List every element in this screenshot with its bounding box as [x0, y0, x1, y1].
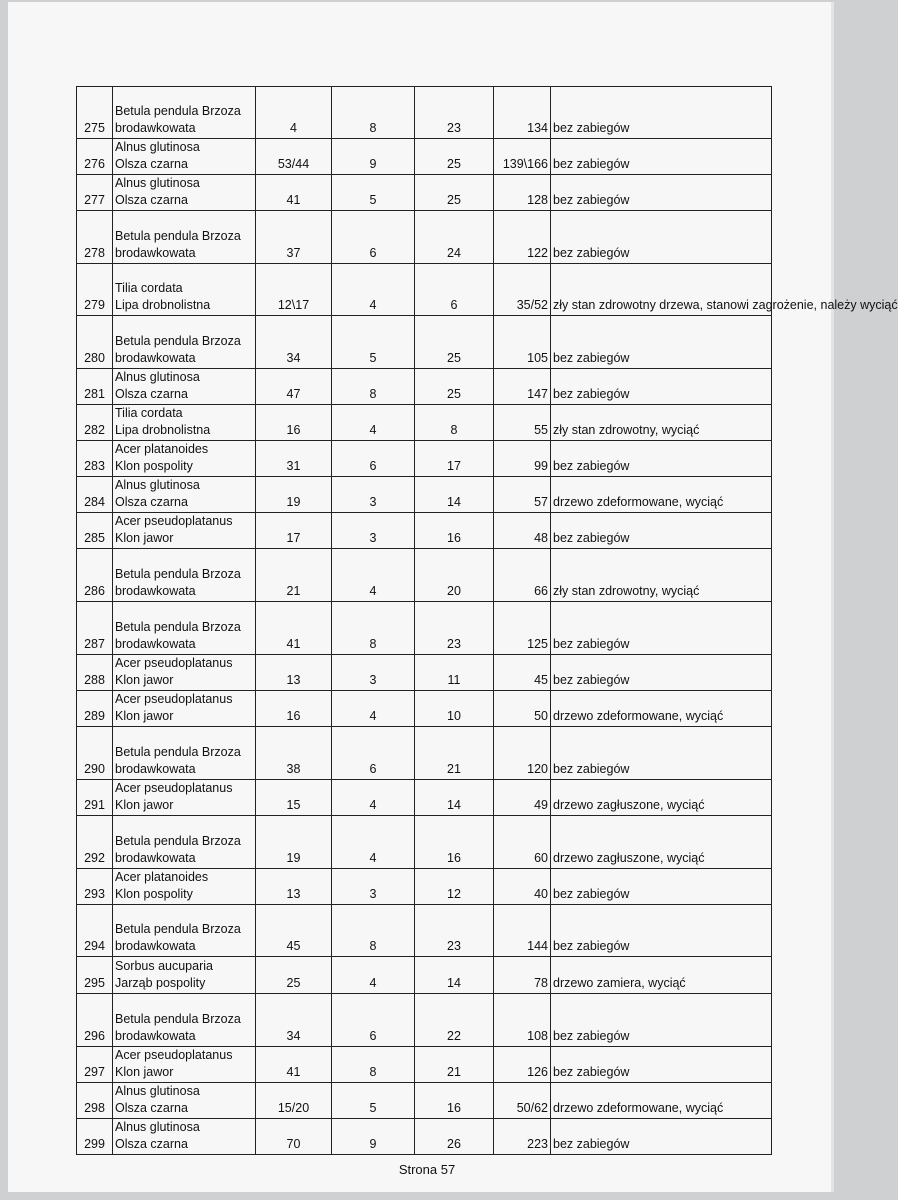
- tree-number-cell: 279: [77, 264, 113, 316]
- trunk-value-cell: 47: [256, 369, 332, 405]
- species-latin-name: Betula pendula Brzoza: [115, 1012, 241, 1026]
- species-cell: [113, 211, 256, 264]
- recommendation-cell: zły stan zdrowotny drzewa, stanowi zagrożenie, należy wyciąć: [551, 264, 772, 316]
- tree-number-cell: 296: [77, 994, 113, 1047]
- tree-number-cell: 277: [77, 175, 113, 211]
- circumference-value-cell: 139\166: [494, 139, 551, 175]
- tree-number-cell: 275: [77, 87, 113, 139]
- species-cell: [113, 905, 256, 957]
- trunk-value-cell: 19: [256, 816, 332, 869]
- height-value-cell: 5: [332, 316, 415, 369]
- table-body: [77, 87, 898, 1155]
- tree-number-cell: 290: [77, 727, 113, 780]
- circumference-value-cell: 122: [494, 211, 551, 264]
- circumference-value-cell: 125: [494, 602, 551, 655]
- species-latin-name: Betula pendula Brzoza: [115, 745, 241, 759]
- height-value-cell: 3: [332, 477, 415, 513]
- species-polish-name: Klon jawor: [115, 798, 174, 812]
- species-latin-name: Acer pseudoplatanus: [115, 1048, 233, 1062]
- height-value-cell: 8: [332, 87, 415, 139]
- species-polish-name: Lipa drobnolistna: [115, 298, 211, 312]
- circumference-value-cell: 40: [494, 869, 551, 905]
- crown-value-cell: 25: [415, 175, 494, 211]
- table-row: [77, 957, 772, 994]
- tree-number-cell: 283: [77, 441, 113, 477]
- height-value-cell: 5: [332, 1083, 415, 1119]
- crown-value-cell: 21: [415, 1047, 494, 1083]
- height-value-cell: 4: [332, 549, 415, 602]
- table-row: [77, 405, 772, 441]
- species-polish-name: Klon jawor: [115, 531, 174, 545]
- tree-number-cell: 284: [77, 477, 113, 513]
- table-row: [77, 513, 772, 549]
- trunk-value-cell: 53/44: [256, 139, 332, 175]
- tree-number-cell: 286: [77, 549, 113, 602]
- height-value-cell: 8: [332, 602, 415, 655]
- species-polish-name: Klon pospolity: [115, 887, 193, 901]
- circumference-value-cell: 45: [494, 655, 551, 691]
- species-cell: [113, 869, 256, 905]
- recommendation-cell: drzewo zamiera, wyciąć: [551, 957, 772, 994]
- trunk-value-cell: 31: [256, 441, 332, 477]
- crown-value-cell: 14: [415, 957, 494, 994]
- table-row: [77, 1083, 772, 1119]
- table-row: [77, 369, 772, 405]
- crown-value-cell: 16: [415, 1083, 494, 1119]
- species-cell: [113, 1083, 256, 1119]
- species-cell: [113, 316, 256, 369]
- table-row: [77, 869, 772, 905]
- crown-value-cell: 14: [415, 477, 494, 513]
- recommendation-cell: bez zabiegów: [551, 1119, 772, 1155]
- trunk-value-cell: 17: [256, 513, 332, 549]
- species-latin-name: Sorbus aucuparia: [115, 959, 213, 973]
- circumference-value-cell: 50/62: [494, 1083, 551, 1119]
- trunk-value-cell: 15/20: [256, 1083, 332, 1119]
- table-row: [77, 994, 772, 1047]
- height-value-cell: 8: [332, 1047, 415, 1083]
- species-polish-name: Klon jawor: [115, 709, 174, 723]
- crown-value-cell: 14: [415, 780, 494, 816]
- trunk-value-cell: 41: [256, 602, 332, 655]
- trunk-value-cell: 21: [256, 549, 332, 602]
- recommendation-cell: bez zabiegów: [551, 905, 772, 957]
- recommendation-cell: bez zabiegów: [551, 139, 772, 175]
- crown-value-cell: 23: [415, 905, 494, 957]
- table-row: [77, 1119, 772, 1155]
- crown-value-cell: 8: [415, 405, 494, 441]
- trunk-value-cell: 34: [256, 316, 332, 369]
- table-row: [77, 477, 772, 513]
- crown-value-cell: 11: [415, 655, 494, 691]
- species-polish-name: brodawkowata: [115, 121, 196, 135]
- tree-number-cell: 280: [77, 316, 113, 369]
- recommendation-cell: bez zabiegów: [551, 87, 772, 139]
- tree-number-cell: 287: [77, 602, 113, 655]
- tree-number-cell: 297: [77, 1047, 113, 1083]
- trunk-value-cell: 37: [256, 211, 332, 264]
- height-value-cell: 4: [332, 405, 415, 441]
- tree-inventory-table: [76, 86, 898, 1155]
- tree-number-cell: 295: [77, 957, 113, 994]
- tree-number-cell: 281: [77, 369, 113, 405]
- table-row: [77, 1047, 772, 1083]
- tree-number-cell: 276: [77, 139, 113, 175]
- trunk-value-cell: 41: [256, 175, 332, 211]
- circumference-value-cell: 108: [494, 994, 551, 1047]
- document-page: [8, 2, 898, 1192]
- species-polish-name: Lipa drobnolistna: [115, 423, 211, 437]
- species-polish-name: Olsza czarna: [115, 1101, 188, 1115]
- table-row: [77, 139, 772, 175]
- tree-number-cell: 293: [77, 869, 113, 905]
- species-polish-name: Klon jawor: [115, 673, 174, 687]
- species-cell: [113, 994, 256, 1047]
- recommendation-cell: bez zabiegów: [551, 513, 772, 549]
- species-latin-name: Acer platanoides: [115, 870, 209, 884]
- height-value-cell: 3: [332, 655, 415, 691]
- circumference-value-cell: 48: [494, 513, 551, 549]
- species-latin-name: Betula pendula Brzoza: [115, 334, 241, 348]
- table-row: [77, 316, 772, 369]
- trunk-value-cell: 16: [256, 405, 332, 441]
- species-latin-name: Betula pendula Brzoza: [115, 834, 241, 848]
- height-value-cell: 6: [332, 441, 415, 477]
- table-row: [77, 691, 772, 727]
- tree-number-cell: 294: [77, 905, 113, 957]
- tree-number-cell: 299: [77, 1119, 113, 1155]
- species-cell: [113, 780, 256, 816]
- recommendation-cell: drzewo zdeformowane, wyciąć: [551, 477, 772, 513]
- species-latin-name: Betula pendula Brzoza: [115, 567, 241, 581]
- species-cell: [113, 513, 256, 549]
- species-cell: [113, 175, 256, 211]
- table-row: [77, 727, 772, 780]
- species-cell: [113, 441, 256, 477]
- species-polish-name: Olsza czarna: [115, 387, 188, 401]
- recommendation-cell: bez zabiegów: [551, 602, 772, 655]
- table-row: [77, 780, 772, 816]
- height-value-cell: 8: [332, 369, 415, 405]
- crown-value-cell: 21: [415, 727, 494, 780]
- crown-value-cell: 25: [415, 316, 494, 369]
- species-cell: [113, 405, 256, 441]
- species-cell: [113, 1047, 256, 1083]
- circumference-value-cell: 50: [494, 691, 551, 727]
- tree-number-cell: 285: [77, 513, 113, 549]
- table-row: [77, 655, 772, 691]
- recommendation-cell: drzewo zagłuszone, wyciąć: [551, 780, 772, 816]
- recommendation-cell: bez zabiegów: [551, 1047, 772, 1083]
- circumference-value-cell: 128: [494, 175, 551, 211]
- circumference-value-cell: 57: [494, 477, 551, 513]
- species-polish-name: Jarząb pospolity: [115, 976, 206, 990]
- tree-number-cell: 292: [77, 816, 113, 869]
- species-polish-name: Olsza czarna: [115, 193, 188, 207]
- trunk-value-cell: 45: [256, 905, 332, 957]
- recommendation-cell: zły stan zdrowotny, wyciąć: [551, 405, 772, 441]
- trunk-value-cell: 13: [256, 655, 332, 691]
- table-row: [77, 211, 772, 264]
- table-row: [77, 87, 772, 139]
- trunk-value-cell: 38: [256, 727, 332, 780]
- species-polish-name: Klon jawor: [115, 1065, 174, 1079]
- species-latin-name: Alnus glutinosa: [115, 140, 200, 154]
- species-latin-name: Betula pendula Brzoza: [115, 620, 241, 634]
- species-cell: [113, 957, 256, 994]
- species-latin-name: Betula pendula Brzoza: [115, 229, 241, 243]
- species-cell: [113, 139, 256, 175]
- table-row: [77, 905, 772, 957]
- height-value-cell: 8: [332, 905, 415, 957]
- circumference-value-cell: 49: [494, 780, 551, 816]
- species-latin-name: Acer pseudoplatanus: [115, 781, 233, 795]
- height-value-cell: 4: [332, 957, 415, 994]
- recommendation-cell: drzewo zagłuszone, wyciąć: [551, 816, 772, 869]
- crown-value-cell: 22: [415, 994, 494, 1047]
- height-value-cell: 6: [332, 994, 415, 1047]
- species-latin-name: Acer platanoides: [115, 442, 209, 456]
- recommendation-cell: drzewo zdeformowane, wyciąć: [551, 691, 772, 727]
- circumference-value-cell: 78: [494, 957, 551, 994]
- circumference-value-cell: 144: [494, 905, 551, 957]
- circumference-value-cell: 147: [494, 369, 551, 405]
- height-value-cell: 9: [332, 1119, 415, 1155]
- circumference-value-cell: 60: [494, 816, 551, 869]
- circumference-value-cell: 99: [494, 441, 551, 477]
- species-latin-name: Alnus glutinosa: [115, 176, 200, 190]
- circumference-value-cell: 55: [494, 405, 551, 441]
- species-cell: [113, 477, 256, 513]
- trunk-value-cell: 70: [256, 1119, 332, 1155]
- crown-value-cell: 26: [415, 1119, 494, 1155]
- recommendation-cell: bez zabiegów: [551, 441, 772, 477]
- species-polish-name: brodawkowata: [115, 1029, 196, 1043]
- circumference-value-cell: 120: [494, 727, 551, 780]
- species-polish-name: Olsza czarna: [115, 1137, 188, 1151]
- height-value-cell: 4: [332, 780, 415, 816]
- table-row: [77, 175, 772, 211]
- species-polish-name: brodawkowata: [115, 584, 196, 598]
- crown-value-cell: 23: [415, 602, 494, 655]
- crown-value-cell: 23: [415, 87, 494, 139]
- recommendation-cell: zły stan zdrowotny, wyciąć: [551, 549, 772, 602]
- crown-value-cell: 25: [415, 139, 494, 175]
- species-polish-name: brodawkowata: [115, 939, 196, 953]
- height-value-cell: 9: [332, 139, 415, 175]
- recommendation-cell: drzewo zdeformowane, wyciąć: [551, 1083, 772, 1119]
- height-value-cell: 4: [332, 691, 415, 727]
- height-value-cell: 6: [332, 211, 415, 264]
- table-row: [77, 549, 772, 602]
- crown-value-cell: 10: [415, 691, 494, 727]
- height-value-cell: 3: [332, 513, 415, 549]
- species-latin-name: Alnus glutinosa: [115, 370, 200, 384]
- species-cell: [113, 655, 256, 691]
- circumference-value-cell: 35/52: [494, 264, 551, 316]
- crown-value-cell: 25: [415, 369, 494, 405]
- circumference-value-cell: 223: [494, 1119, 551, 1155]
- trunk-value-cell: 34: [256, 994, 332, 1047]
- species-cell: [113, 549, 256, 602]
- height-value-cell: 6: [332, 727, 415, 780]
- species-cell: [113, 727, 256, 780]
- species-latin-name: Tilia cordata: [115, 406, 183, 420]
- tree-number-cell: 291: [77, 780, 113, 816]
- recommendation-cell: bez zabiegów: [551, 316, 772, 369]
- recommendation-cell: bez zabiegów: [551, 369, 772, 405]
- table-row: [77, 441, 772, 477]
- tree-number-cell: 289: [77, 691, 113, 727]
- species-polish-name: Olsza czarna: [115, 495, 188, 509]
- species-polish-name: brodawkowata: [115, 637, 196, 651]
- crown-value-cell: 16: [415, 513, 494, 549]
- species-latin-name: Tilia cordata: [115, 281, 183, 295]
- species-cell: [113, 369, 256, 405]
- recommendation-cell: bez zabiegów: [551, 655, 772, 691]
- circumference-value-cell: 105: [494, 316, 551, 369]
- species-latin-name: Betula pendula Brzoza: [115, 104, 241, 118]
- tree-number-cell: 282: [77, 405, 113, 441]
- species-latin-name: Alnus glutinosa: [115, 478, 200, 492]
- trunk-value-cell: 41: [256, 1047, 332, 1083]
- height-value-cell: 3: [332, 869, 415, 905]
- table-row: [77, 816, 772, 869]
- page-number: Strona 57: [398, 1162, 456, 1177]
- species-latin-name: Alnus glutinosa: [115, 1120, 200, 1134]
- species-latin-name: Betula pendula Brzoza: [115, 922, 241, 936]
- species-polish-name: brodawkowata: [115, 351, 196, 365]
- trunk-value-cell: 16: [256, 691, 332, 727]
- species-cell: [113, 602, 256, 655]
- species-latin-name: Alnus glutinosa: [115, 1084, 200, 1098]
- trunk-value-cell: 19: [256, 477, 332, 513]
- circumference-value-cell: 126: [494, 1047, 551, 1083]
- recommendation-cell: bez zabiegów: [551, 869, 772, 905]
- species-polish-name: brodawkowata: [115, 246, 196, 260]
- trunk-value-cell: 12\17: [256, 264, 332, 316]
- species-latin-name: Acer pseudoplatanus: [115, 692, 233, 706]
- trunk-value-cell: 13: [256, 869, 332, 905]
- species-polish-name: Klon pospolity: [115, 459, 193, 473]
- table-row: [77, 264, 772, 316]
- height-value-cell: 4: [332, 264, 415, 316]
- crown-value-cell: 17: [415, 441, 494, 477]
- species-cell: [113, 1119, 256, 1155]
- height-value-cell: 5: [332, 175, 415, 211]
- crown-value-cell: 6: [415, 264, 494, 316]
- crown-value-cell: 12: [415, 869, 494, 905]
- recommendation-cell: bez zabiegów: [551, 994, 772, 1047]
- crown-value-cell: 16: [415, 816, 494, 869]
- recommendation-cell: bez zabiegów: [551, 727, 772, 780]
- species-cell: [113, 816, 256, 869]
- species-cell: [113, 87, 256, 139]
- circumference-value-cell: 134: [494, 87, 551, 139]
- circumference-value-cell: 66: [494, 549, 551, 602]
- trunk-value-cell: 15: [256, 780, 332, 816]
- species-polish-name: brodawkowata: [115, 762, 196, 776]
- tree-number-cell: 288: [77, 655, 113, 691]
- trunk-value-cell: 25: [256, 957, 332, 994]
- species-cell: [113, 691, 256, 727]
- species-latin-name: Acer pseudoplatanus: [115, 514, 233, 528]
- tree-number-cell: 278: [77, 211, 113, 264]
- recommendation-cell: bez zabiegów: [551, 175, 772, 211]
- tree-number-cell: 298: [77, 1083, 113, 1119]
- crown-value-cell: 20: [415, 549, 494, 602]
- species-polish-name: Olsza czarna: [115, 157, 188, 171]
- table-row: [77, 602, 772, 655]
- crown-value-cell: 24: [415, 211, 494, 264]
- species-cell: [113, 264, 256, 316]
- trunk-value-cell: 4: [256, 87, 332, 139]
- species-polish-name: brodawkowata: [115, 851, 196, 865]
- species-latin-name: Acer pseudoplatanus: [115, 656, 233, 670]
- height-value-cell: 4: [332, 816, 415, 869]
- recommendation-cell: bez zabiegów: [551, 211, 772, 264]
